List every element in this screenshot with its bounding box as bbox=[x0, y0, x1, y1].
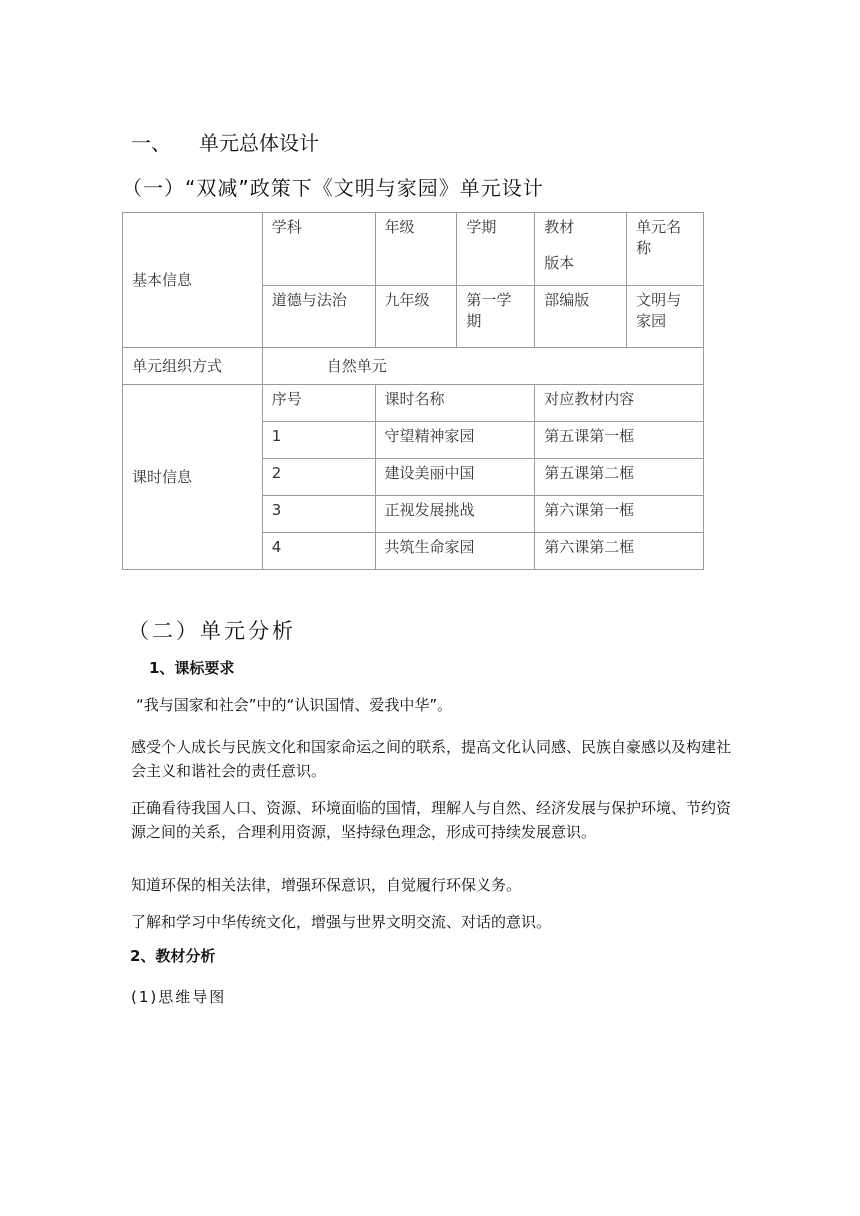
basic-info-label: 基本信息 bbox=[123, 213, 263, 348]
header-unit-name: 单元名称 bbox=[627, 213, 704, 286]
lesson-header-content: 对应教材内容 bbox=[535, 385, 704, 422]
value-grade: 九年级 bbox=[375, 286, 457, 348]
value-textbook: 部编版 bbox=[535, 286, 627, 348]
paragraph: “我与国家和社会”中的“认识国情、爱我中华”。 bbox=[136, 696, 453, 714]
lesson-no: 1 bbox=[262, 422, 375, 459]
paragraph: 知道环保的相关法律，增强环保意识，自觉履行环保义务。 bbox=[131, 876, 522, 894]
header-textbook: 教材 版本 bbox=[535, 213, 627, 286]
mind-map-label: (1)思维导图 bbox=[131, 988, 227, 1006]
lesson-header-no: 序号 bbox=[262, 385, 375, 422]
lesson-info-label: 课时信息 bbox=[123, 385, 263, 570]
paragraph: 感受个人成长与民族文化和国家命运之间的联系，提高文化认同感、民族自豪感以及构建社会主义和谐社会的责任意识。 bbox=[131, 738, 732, 780]
header-term: 学期 bbox=[457, 213, 535, 286]
unit-info-table bbox=[122, 212, 704, 570]
header-grade: 年级 bbox=[375, 213, 457, 286]
lesson-name: 建设美丽中国 bbox=[375, 459, 535, 496]
value-unit-name: 文明与家园 bbox=[627, 286, 704, 348]
lesson-content: 第五课第二框 bbox=[535, 459, 704, 496]
curriculum-requirements-heading: 1、课标要求 bbox=[149, 659, 235, 677]
textbook-analysis-heading: 2、教材分析 bbox=[130, 947, 216, 965]
lesson-no: 2 bbox=[262, 459, 375, 496]
value-subject: 道德与法治 bbox=[262, 286, 375, 348]
section-number: 一、 bbox=[131, 131, 171, 155]
unit-design-heading: （一）“双减”政策下《文明与家园》单元设计 bbox=[122, 176, 544, 200]
header-subject: 学科 bbox=[262, 213, 375, 286]
lesson-name: 共筑生命家园 bbox=[375, 533, 535, 570]
org-label: 单元组织方式 bbox=[123, 348, 263, 385]
lesson-no: 4 bbox=[262, 533, 375, 570]
lesson-content: 第六课第一框 bbox=[535, 496, 704, 533]
lesson-name: 正视发展挑战 bbox=[375, 496, 535, 533]
lesson-content: 第五课第一框 bbox=[535, 422, 704, 459]
org-value: 自然单元 bbox=[262, 348, 703, 385]
section-heading-1 bbox=[131, 127, 319, 156]
lesson-content: 第六课第二框 bbox=[535, 533, 704, 570]
paragraph: 了解和学习中华传统文化，增强与世界文明交流、对话的意识。 bbox=[131, 913, 552, 931]
section-title: 单元总体设计 bbox=[199, 131, 319, 155]
unit-analysis-heading: （二）单元分析 bbox=[128, 619, 296, 643]
lesson-header-name: 课时名称 bbox=[375, 385, 535, 422]
lesson-no: 3 bbox=[262, 496, 375, 533]
paragraph: 正确看待我国人口、资源、环境面临的国情，理解人与自然、经济发展与保护环境、节约资源之间的关系，合理利用资源，坚持绿色理念，形成可持续发展意识。 bbox=[131, 799, 732, 841]
value-term: 第一学期 bbox=[457, 286, 535, 348]
lesson-name: 守望精神家园 bbox=[375, 422, 535, 459]
